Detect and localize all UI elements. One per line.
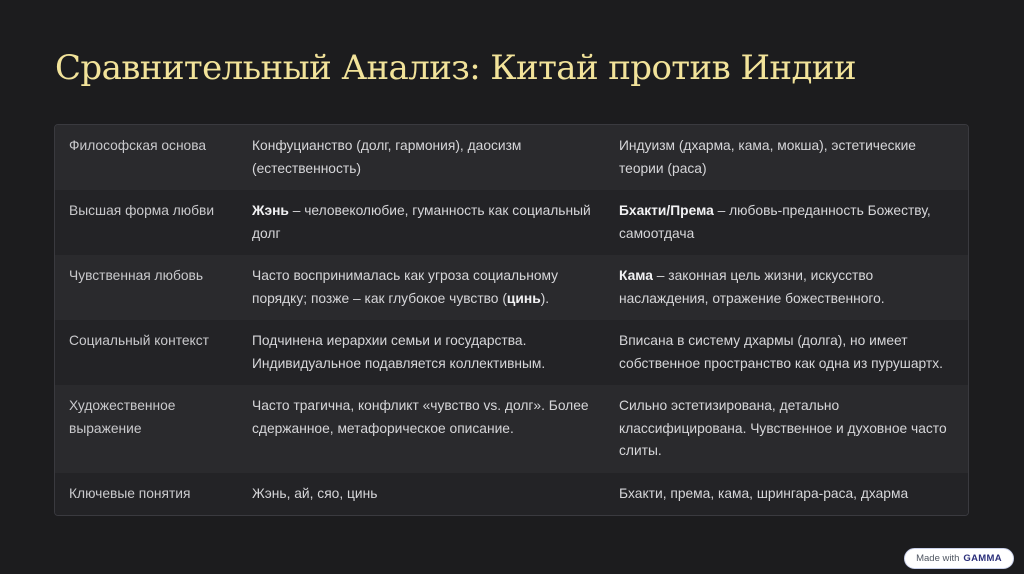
made-with-gamma-badge[interactable] bbox=[904, 548, 1014, 569]
china-text: Подчинена иерархии семьи и государства. Индивидуальное подавляется коллективным. bbox=[252, 333, 546, 371]
aspect-cell: Чувственная любовь bbox=[69, 268, 204, 283]
china-cell bbox=[238, 473, 605, 516]
china-text: Часто трагична, конфликт «чувство vs. долг». Более сдержанное, метафорическое описание. bbox=[252, 398, 589, 436]
slide-title: Сравнительный Анализ: Китай против Индии bbox=[55, 48, 856, 88]
china-cell bbox=[238, 125, 605, 190]
india-cell bbox=[605, 385, 968, 473]
india-cell bbox=[605, 125, 968, 190]
aspect-cell: Ключевые понятия bbox=[69, 485, 191, 501]
china-cell bbox=[238, 320, 605, 385]
table-row bbox=[55, 125, 968, 190]
aspect-cell: Философская основа bbox=[69, 138, 207, 153]
table-row bbox=[55, 320, 968, 385]
india-term: Кама bbox=[619, 268, 653, 283]
india-text: Бхакти, према, кама, шрингара-раса, дхарма bbox=[619, 485, 909, 501]
china-text: – человеколюбие, гуманность как социальный долг bbox=[252, 203, 591, 241]
india-text: – законная цель жизни, искусство наслаждения, отражение божественного. bbox=[619, 268, 885, 306]
india-cell bbox=[605, 255, 968, 320]
china-tail: ). bbox=[540, 290, 550, 306]
china-term-inline: цинь bbox=[506, 290, 541, 306]
aspect-cell: Художественное выражение bbox=[69, 398, 176, 436]
gamma-logo: GAMMA bbox=[963, 553, 1002, 564]
china-text: Часто воспринималась как угроза социальному порядку; позже – как глубокое чувство ( bbox=[252, 268, 559, 306]
table-row bbox=[55, 255, 968, 320]
india-text: – любовь-преданность Божеству, самоотдача bbox=[619, 203, 931, 241]
india-cell bbox=[605, 320, 968, 385]
table-row bbox=[55, 473, 968, 516]
india-cell bbox=[605, 473, 968, 516]
china-text: Жэнь, ай, сяо, цинь bbox=[252, 485, 378, 501]
china-text: Конфуцианство (долг, гармония), даосизм (естественность) bbox=[252, 138, 522, 176]
china-cell bbox=[238, 385, 605, 473]
india-term: Бхакти/Према bbox=[619, 203, 714, 218]
aspect-cell: Социальный контекст bbox=[69, 333, 209, 348]
india-text: Индуизм (дхарма, кама, мокша), эстетические теории (раса) bbox=[619, 138, 916, 176]
badge-prefix: Made with bbox=[916, 553, 960, 564]
table-row bbox=[55, 190, 968, 255]
comparison-table bbox=[54, 124, 969, 516]
india-text: Вписана в систему дхармы (долга), но имеет собственное пространство как одна из пурушартх. bbox=[619, 333, 943, 371]
table-row bbox=[55, 385, 968, 473]
india-cell bbox=[605, 190, 968, 255]
china-cell bbox=[238, 190, 605, 255]
aspect-cell: Высшая форма любви bbox=[69, 203, 215, 218]
india-text: Сильно эстетизирована, детально классифицирована. Чувственное и духовное часто слиты. bbox=[619, 398, 947, 458]
china-cell bbox=[238, 255, 605, 320]
china-term: Жэнь bbox=[252, 203, 289, 218]
